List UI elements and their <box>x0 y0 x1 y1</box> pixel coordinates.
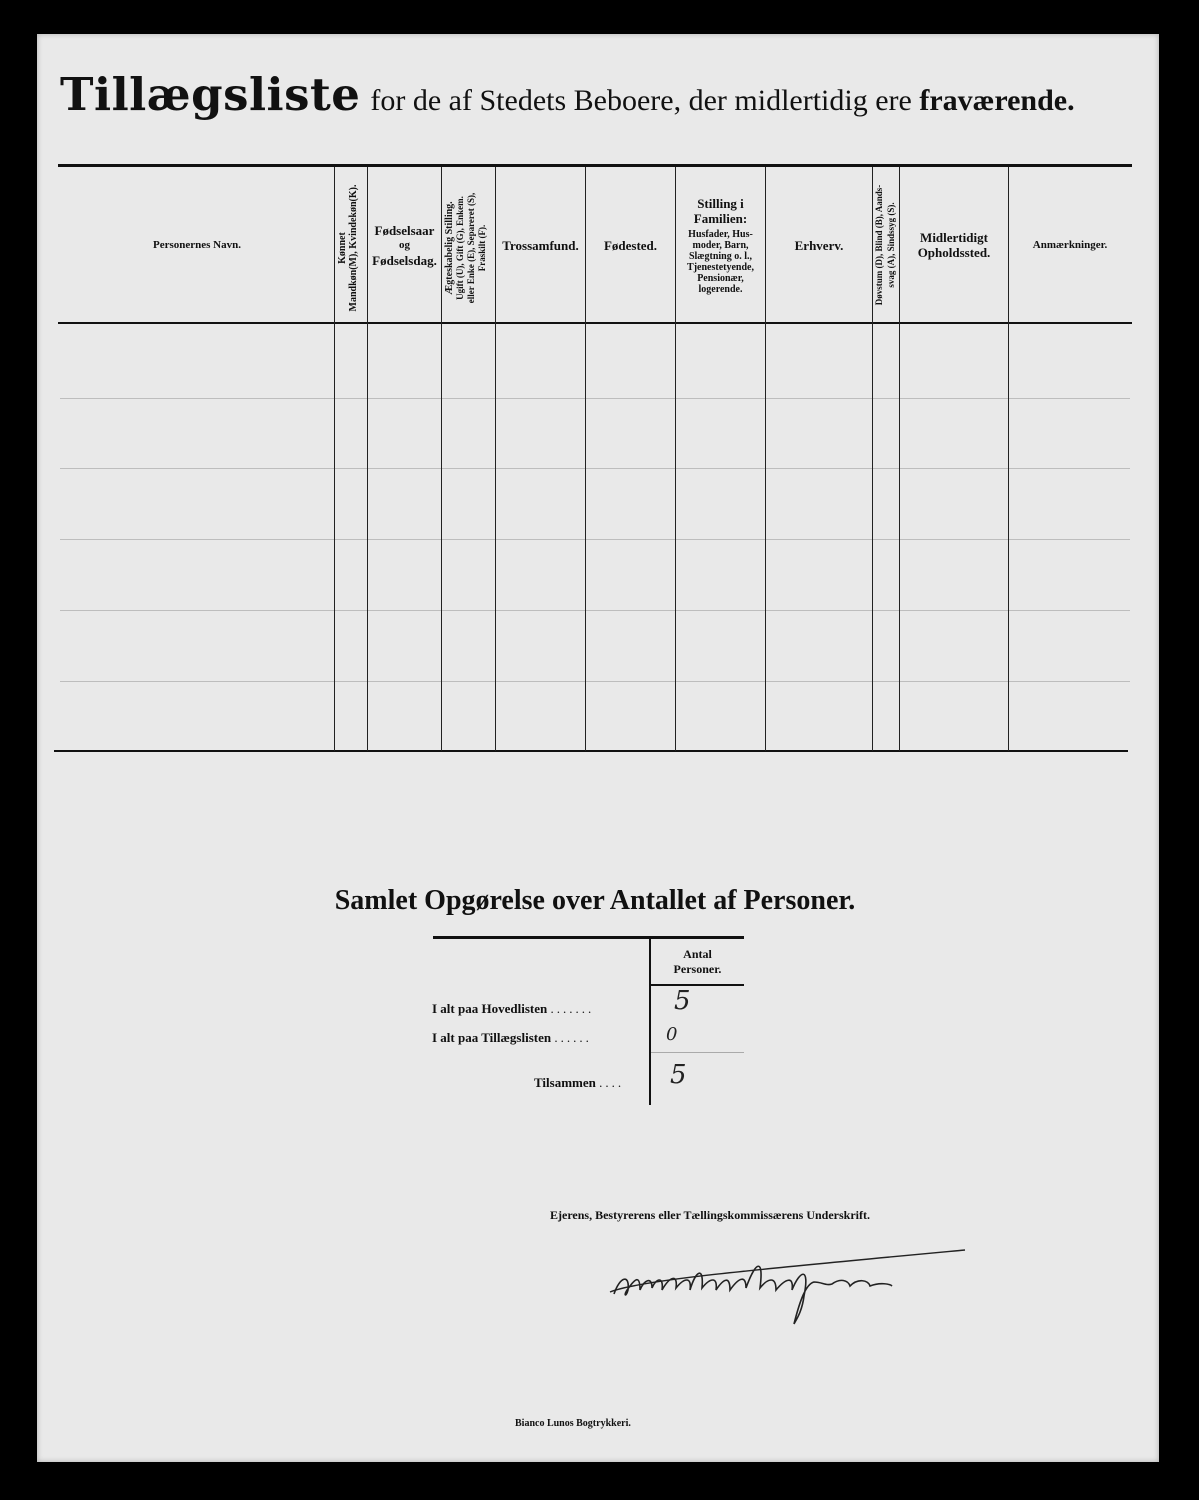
column-header-remarks: Anmærkninger. <box>1032 238 1108 251</box>
printer-imprint: Bianco Lunos Bogtrykkeri. <box>515 1418 631 1429</box>
summary-title: Samlet Opgørelse over Antallet af Personer. <box>334 885 856 916</box>
table-top-rule <box>58 164 1132 167</box>
column-header-religion: Trossamfund. <box>502 237 579 253</box>
summary-row-main-label: I alt paa Hovedlisten ....... <box>432 1001 595 1016</box>
family-header-line: logerende. <box>698 283 743 295</box>
title-rest-text: for de af Stedets Beboere, der midlertidig ere <box>370 84 912 117</box>
title-emphasis: fraværende. <box>919 84 1075 117</box>
family-header-line: Slægtning o. l., <box>688 250 753 262</box>
residence-header-line: Opholdssted. <box>917 245 991 260</box>
family-header-line: Tjenestetyende, <box>687 261 754 273</box>
table-row <box>60 398 1130 399</box>
column-divider <box>441 167 442 751</box>
family-header-line: moder, Barn, <box>692 239 749 251</box>
column-header-sex <box>337 173 365 323</box>
summary-total-value: 5 <box>670 1060 687 1090</box>
handwritten-signature <box>600 1240 970 1330</box>
column-header-disability <box>873 170 899 320</box>
birth-header-line: Fødselsdag. <box>372 252 437 268</box>
summary-row-main-value: 5 <box>674 986 691 1016</box>
table-row <box>60 539 1130 540</box>
table-row <box>60 468 1130 469</box>
birth-header-line: og <box>399 238 410 251</box>
column-divider <box>334 167 335 751</box>
header-bottom-rule <box>58 322 1132 324</box>
column-header-name: Personernes Navn. <box>153 238 241 251</box>
table-bottom-rule <box>54 750 1128 752</box>
family-header-line: Stilling i <box>697 195 744 211</box>
table-row <box>60 681 1130 682</box>
family-header-line: Pensionær, <box>697 272 744 284</box>
summary-row-supplement-value: 0 <box>666 1024 678 1045</box>
count-header-line: Personer. <box>673 962 722 976</box>
main-list-label: I alt paa Hovedlisten <box>432 1001 548 1016</box>
marital-header-line: Ægteskabelig Stilling. <box>444 201 455 295</box>
disability-header-line: Døvstum (D), Blind (B), Aands- <box>874 184 884 306</box>
column-header-occupation: Erhverv. <box>794 237 844 253</box>
summary-row-supplement-label: I alt paa Tillægslisten ...... <box>432 1030 592 1045</box>
summary-header-rule <box>651 984 744 986</box>
column-header-residence <box>900 168 1008 322</box>
column-header-marital <box>444 173 492 323</box>
title-subtitle <box>370 84 1074 117</box>
page-title <box>60 68 1130 121</box>
sex-header-line: Mandkøn(M), Kvindekøn(K). <box>348 184 359 312</box>
marital-header-line: Ugift (U), Gift (G), Enkem. <box>455 196 465 300</box>
summary-count-header <box>651 942 744 982</box>
supplement-list-label: I alt paa Tillægslisten <box>432 1030 552 1045</box>
column-header-birthplace: Fødested. <box>603 237 658 253</box>
birth-header-line: Fødselsaar <box>374 222 435 238</box>
sex-header-line: Kønnet <box>337 232 348 264</box>
column-header-birth <box>368 168 441 322</box>
marital-header-line: eller Enke (E), Separeret (S), <box>466 192 476 304</box>
signature-caption: Ejerens, Bestyrerens eller Tællingskommissærens Underskrift. <box>550 1208 870 1222</box>
count-header-line: Antal <box>683 947 712 961</box>
summary-total-label: Tilsammen .... <box>534 1075 625 1090</box>
summary-subtotal-rule <box>651 1052 744 1053</box>
disability-header-line: svag (A), Sindssyg (S). <box>886 202 896 288</box>
total-label: Tilsammen <box>534 1075 596 1090</box>
marital-header-line: Fraskilt (F). <box>477 224 487 272</box>
title-main: Tillægsliste <box>60 68 361 121</box>
summary-top-rule <box>433 936 744 939</box>
table-row <box>60 610 1130 611</box>
column-header-family <box>676 168 765 322</box>
family-header-line: Familien: <box>693 210 748 226</box>
family-header-line: Husfader, Hus- <box>688 228 753 240</box>
residence-header-line: Midlertidigt <box>920 230 988 245</box>
